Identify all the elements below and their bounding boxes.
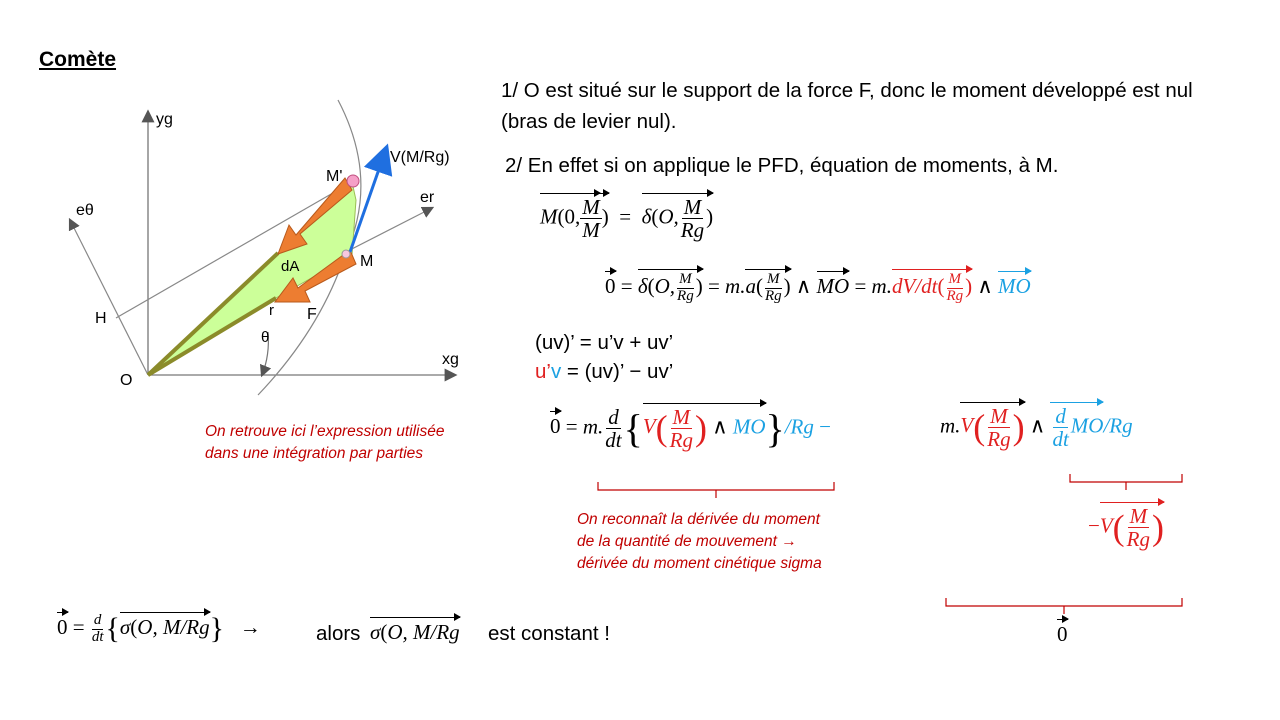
uv-rule-1: (uv)’ = u’v + uv’ — [535, 331, 674, 354]
final-alors: alors — [316, 622, 361, 645]
paragraph-1 — [501, 75, 1193, 137]
label-etheta: eθ — [76, 202, 94, 219]
paragraph-1-line1: 1/ O est situé sur le support de la force F, donc le moment développé est nul — [501, 79, 1193, 102]
label-xg: xg — [442, 351, 459, 368]
paragraph-1-line2: (bras de levier nul). — [501, 110, 677, 133]
derivative-note — [577, 509, 822, 575]
paragraph-2: 2/ En effet si on applique le PFD, équation de moments, à M. — [505, 154, 1059, 177]
uv-rule-u: u’ — [535, 360, 551, 383]
label-r: r — [269, 302, 274, 319]
label-velocity: V(M/Rg) — [390, 149, 450, 166]
label-er: er — [420, 189, 435, 206]
label-H: H — [95, 310, 107, 327]
equation-integration-parts: 0 = m. $\frac{d}{dt}$ {V( $\frac{M}{Rg}$ ) ∧ MO}/Rg − — [550, 404, 831, 452]
label-yg: yg — [156, 111, 173, 128]
label-O: O — [120, 372, 133, 389]
label-M: M — [360, 253, 374, 270]
derivative-note-line3: dérivée du moment cinétique sigma — [577, 555, 822, 572]
equation-pfd: 0 = δ(O, $\frac{M}{Rg}$ ) = m.a( $\frac{M}{Rg}$ ) ∧ MO = m.dV/dt( $\frac{M}{Rg}$ ) ∧ MO — [605, 271, 1031, 304]
uv-rule-rest: = (uv)’ − uv’ — [561, 360, 674, 383]
equation-second-term: m.V( $\frac{M}{Rg}$ ) ∧ $\frac{d}{dt}$ MO/Rg — [940, 404, 1133, 452]
equation-minus-v: −V( $\frac{M}{Rg}$ ) — [1088, 504, 1164, 552]
uv-rule-2 — [535, 356, 673, 387]
label-Mprime: M' — [326, 168, 343, 185]
ipp-note — [205, 421, 445, 465]
radius-OM — [148, 298, 276, 375]
point-Mprime — [347, 175, 359, 187]
brace-velocity — [1068, 472, 1184, 492]
derivative-note-line1: On reconnaît la dérivée du moment — [577, 511, 820, 528]
radius-OMp — [148, 253, 278, 375]
line-O-H — [70, 220, 148, 375]
page-title: Comète — [39, 48, 117, 71]
uv-rule-v: v — [550, 360, 562, 383]
ipp-note-line1: On retrouve ici l’expression utilisée — [205, 423, 445, 440]
equation-final: 0 = $\frac{d}{dt}$ {σ(O, M/Rg} → — [57, 611, 277, 645]
comet-diagram — [55, 95, 475, 405]
brace-derivative — [596, 480, 836, 500]
label-dA: dA — [281, 258, 300, 275]
final-sigma: σ(O, M/Rg — [370, 620, 460, 644]
label-theta: θ — [261, 329, 270, 346]
final-constant: est constant ! — [488, 622, 610, 645]
derivative-note-line2: de la quantité de mouvement → — [577, 533, 797, 550]
brace-zero — [944, 596, 1184, 616]
equation-zero-result: 0 — [1057, 622, 1068, 646]
ipp-note-line2: dans une intégration par parties — [205, 445, 424, 462]
label-F: F — [307, 306, 317, 323]
point-M — [342, 250, 350, 258]
equation-moment: M(0, $\frac{M}{M}$ ) = δ(O, $\frac{M}{Rg}$ ) — [540, 195, 714, 243]
